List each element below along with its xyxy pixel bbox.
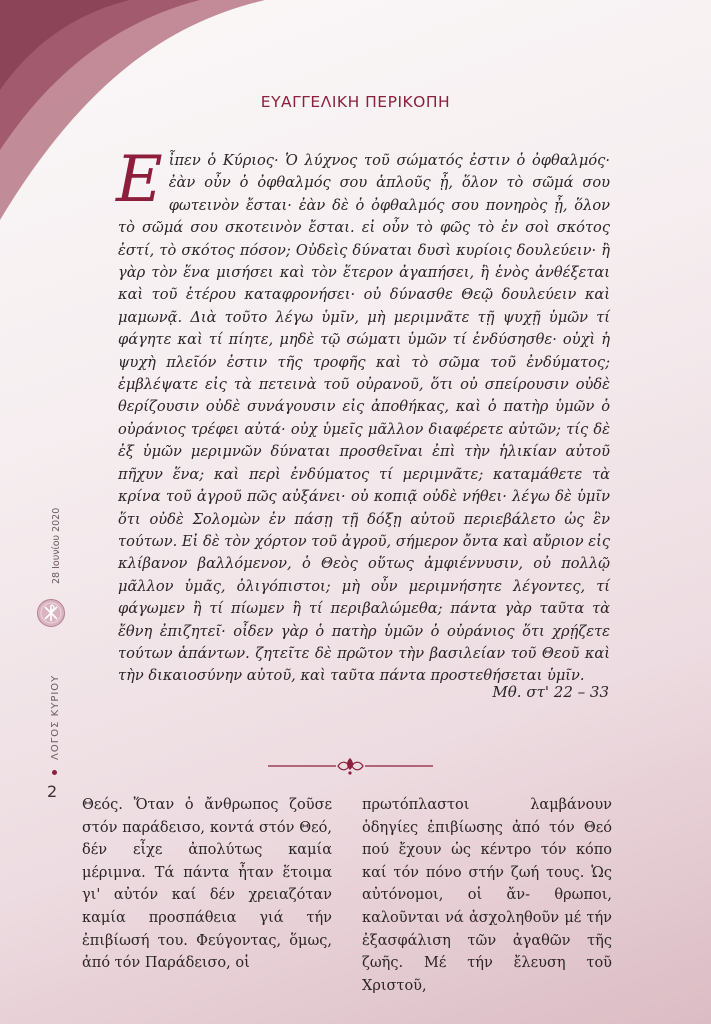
gospel-text-block	[116, 143, 610, 688]
chi-rho-seal-icon	[36, 598, 66, 628]
issue-date: 28 Ιουνίου 2020	[51, 507, 62, 584]
drop-cap: Ε	[116, 143, 163, 217]
scripture-reference: Μθ. στ' 22 – 33	[492, 683, 609, 701]
article-column-right: πρωτόπλαστοι λαμβάνουν ὁδηγίες ἐπιβίωσης ἀπό τόν Θεό πού ἔχουν ὡς κέντρο τόν κόπο καί τόν πόνο στήν ζωή τους. Ὡς αὐτόνομοι, οἱ ἄν- θρωποι, καλοῦνται νά ἀσχοληθοῦν μέ τήν ἐξασφάλιση τῶν ἀγαθῶν τῆς ζωῆς. Μέ τήν ἔλευση τοῦ Χριστοῦ,	[362, 797, 612, 994]
fleuron-divider-ornament	[268, 755, 433, 777]
article-columns	[82, 794, 612, 997]
article-column-left: Θεός. Ὅταν ὁ ἄνθρωπος ζοῦσε στόν παράδεισο, κοντά στόν Θεό, δέν εἶχε ἀπολύτως καμία μέριμνα. Τά πάντα ἦταν ἕτοιμα γι' αὐτόν καί δέν χρειαζόταν καμία προσπάθεια γιά τήν ἐπιβίωσή του. Φεύγοντας, ὅμως, ἀπό τόν Παράδεισο, οἱ	[82, 797, 332, 972]
page-number: 2	[47, 782, 58, 801]
gospel-text: ἶπεν ὁ Κύριος· Ὁ λύχνος τοῦ σώματός ἐστιν ὁ ὀφθαλμός· ἐὰν οὖν ὁ ὀφθαλμός σου ἁπλοῦς ᾖ, ὅλον τὸ σῶμά σου φωτεινὸν ἔσται· ἐὰν δὲ ὁ ὀφθαλμός σου πονηρὸς ᾖ, ὅλον τὸ σῶμά σου σκοτεινὸν ἔσται. εἰ οὖν τὸ φῶς τὸ ἐν σοὶ σκότος ἐστί, τὸ σκότος πόσον; Οὐδεὶς δύναται δυσὶ κυρίοις δουλεύειν· ἢ γὰρ τὸν ἕνα μισήσει καὶ τὸν ἕτερον ἀγαπήσει, ἢ ἑνὸς ἀνθέξεται καὶ τοῦ ἑτέρου καταφρονήσει· οὐ δύνασθε Θεῷ δουλεύειν καὶ μαμωνᾷ. Διὰ τοῦτο λέγω ὑμῖν, μὴ μεριμνᾶτε τῇ ψυχῇ ὑμῶν τί φάγητε καὶ τί πίητε, μηδὲ τῷ σώματι ὑμῶν τί ἐνδύσησθε· οὐχὶ ἡ ψυχὴ πλεῖόν ἐστιν τῆς τροφῆς καὶ τὸ σῶμα τοῦ ἐνδύματος; ἐμβλέψατε εἰς τὰ πετεινὰ τοῦ οὐρανοῦ, ὅτι οὐ σπείρουσιν οὐδὲ θερίζουσιν οὐδὲ συνάγουσιν εἰς ἀποθήκας, καὶ ὁ πατὴρ ὑμῶν ὁ οὐράνιος τρέφει αὐτά· οὐχ ὑμεῖς μᾶλλον διαφέρετε αὐτῶν; τίς δὲ ἐξ ὑμῶν μεριμνῶν δύναται προσθεῖναι ἐπὶ τὴν ἡλικίαν αὐτοῦ πῆχυν ἕνα; καὶ περὶ ἐνδύματος τί μεριμνᾶτε; καταμάθετε τὰ κρίνα τοῦ ἀγροῦ πῶς αὐξάνει· οὐ κοπιᾷ οὐδὲ νήθει· λέγω δὲ ὑμῖν ὅτι οὐδὲ Σολομὼν ἐν πάσῃ τῇ δόξῃ αὐτοῦ περιεβάλετο ὡς ἓν τούτων. Εἰ δὲ τὸν χόρτον τοῦ ἀγροῦ, σήμερον ὄντα καὶ αὔριον εἰς κλίβανον βαλλόμενον, ὁ Θεὸς οὕτως ἀμφιέννυσιν, οὐ πολλῷ μᾶλλον ὑμᾶς, ὀλιγόπιστοι; μὴ οὖν μεριμνήσητε λέγοντες, τί φάγωμεν ἢ τί πίωμεν ἢ τί περιβαλώμεθα; πάντα γὰρ ταῦτα τὰ ἔθνη ἐπιζητεῖ· οἶδεν γὰρ ὁ πατὴρ ὑμῶν ὁ οὐράνιος ὅτι χρῄζετε τούτων ἁπάντων. ζητεῖτε δὲ πρῶτον τὴν βασιλείαν τοῦ Θεοῦ καὶ τὴν δικαιοσύνην αὐτοῦ, καὶ ταῦτα πάντα προστεθήσεται ὑμῖν.	[118, 152, 610, 685]
magazine-name: ΛΟΓΟΣ ΚΥΡΙΟΥ	[50, 674, 61, 760]
section-title: ΕΥΑΓΓΕΛΙΚΗ ΠΕΡΙΚΟΠΗ	[260, 93, 451, 111]
bullet-icon	[52, 770, 57, 775]
